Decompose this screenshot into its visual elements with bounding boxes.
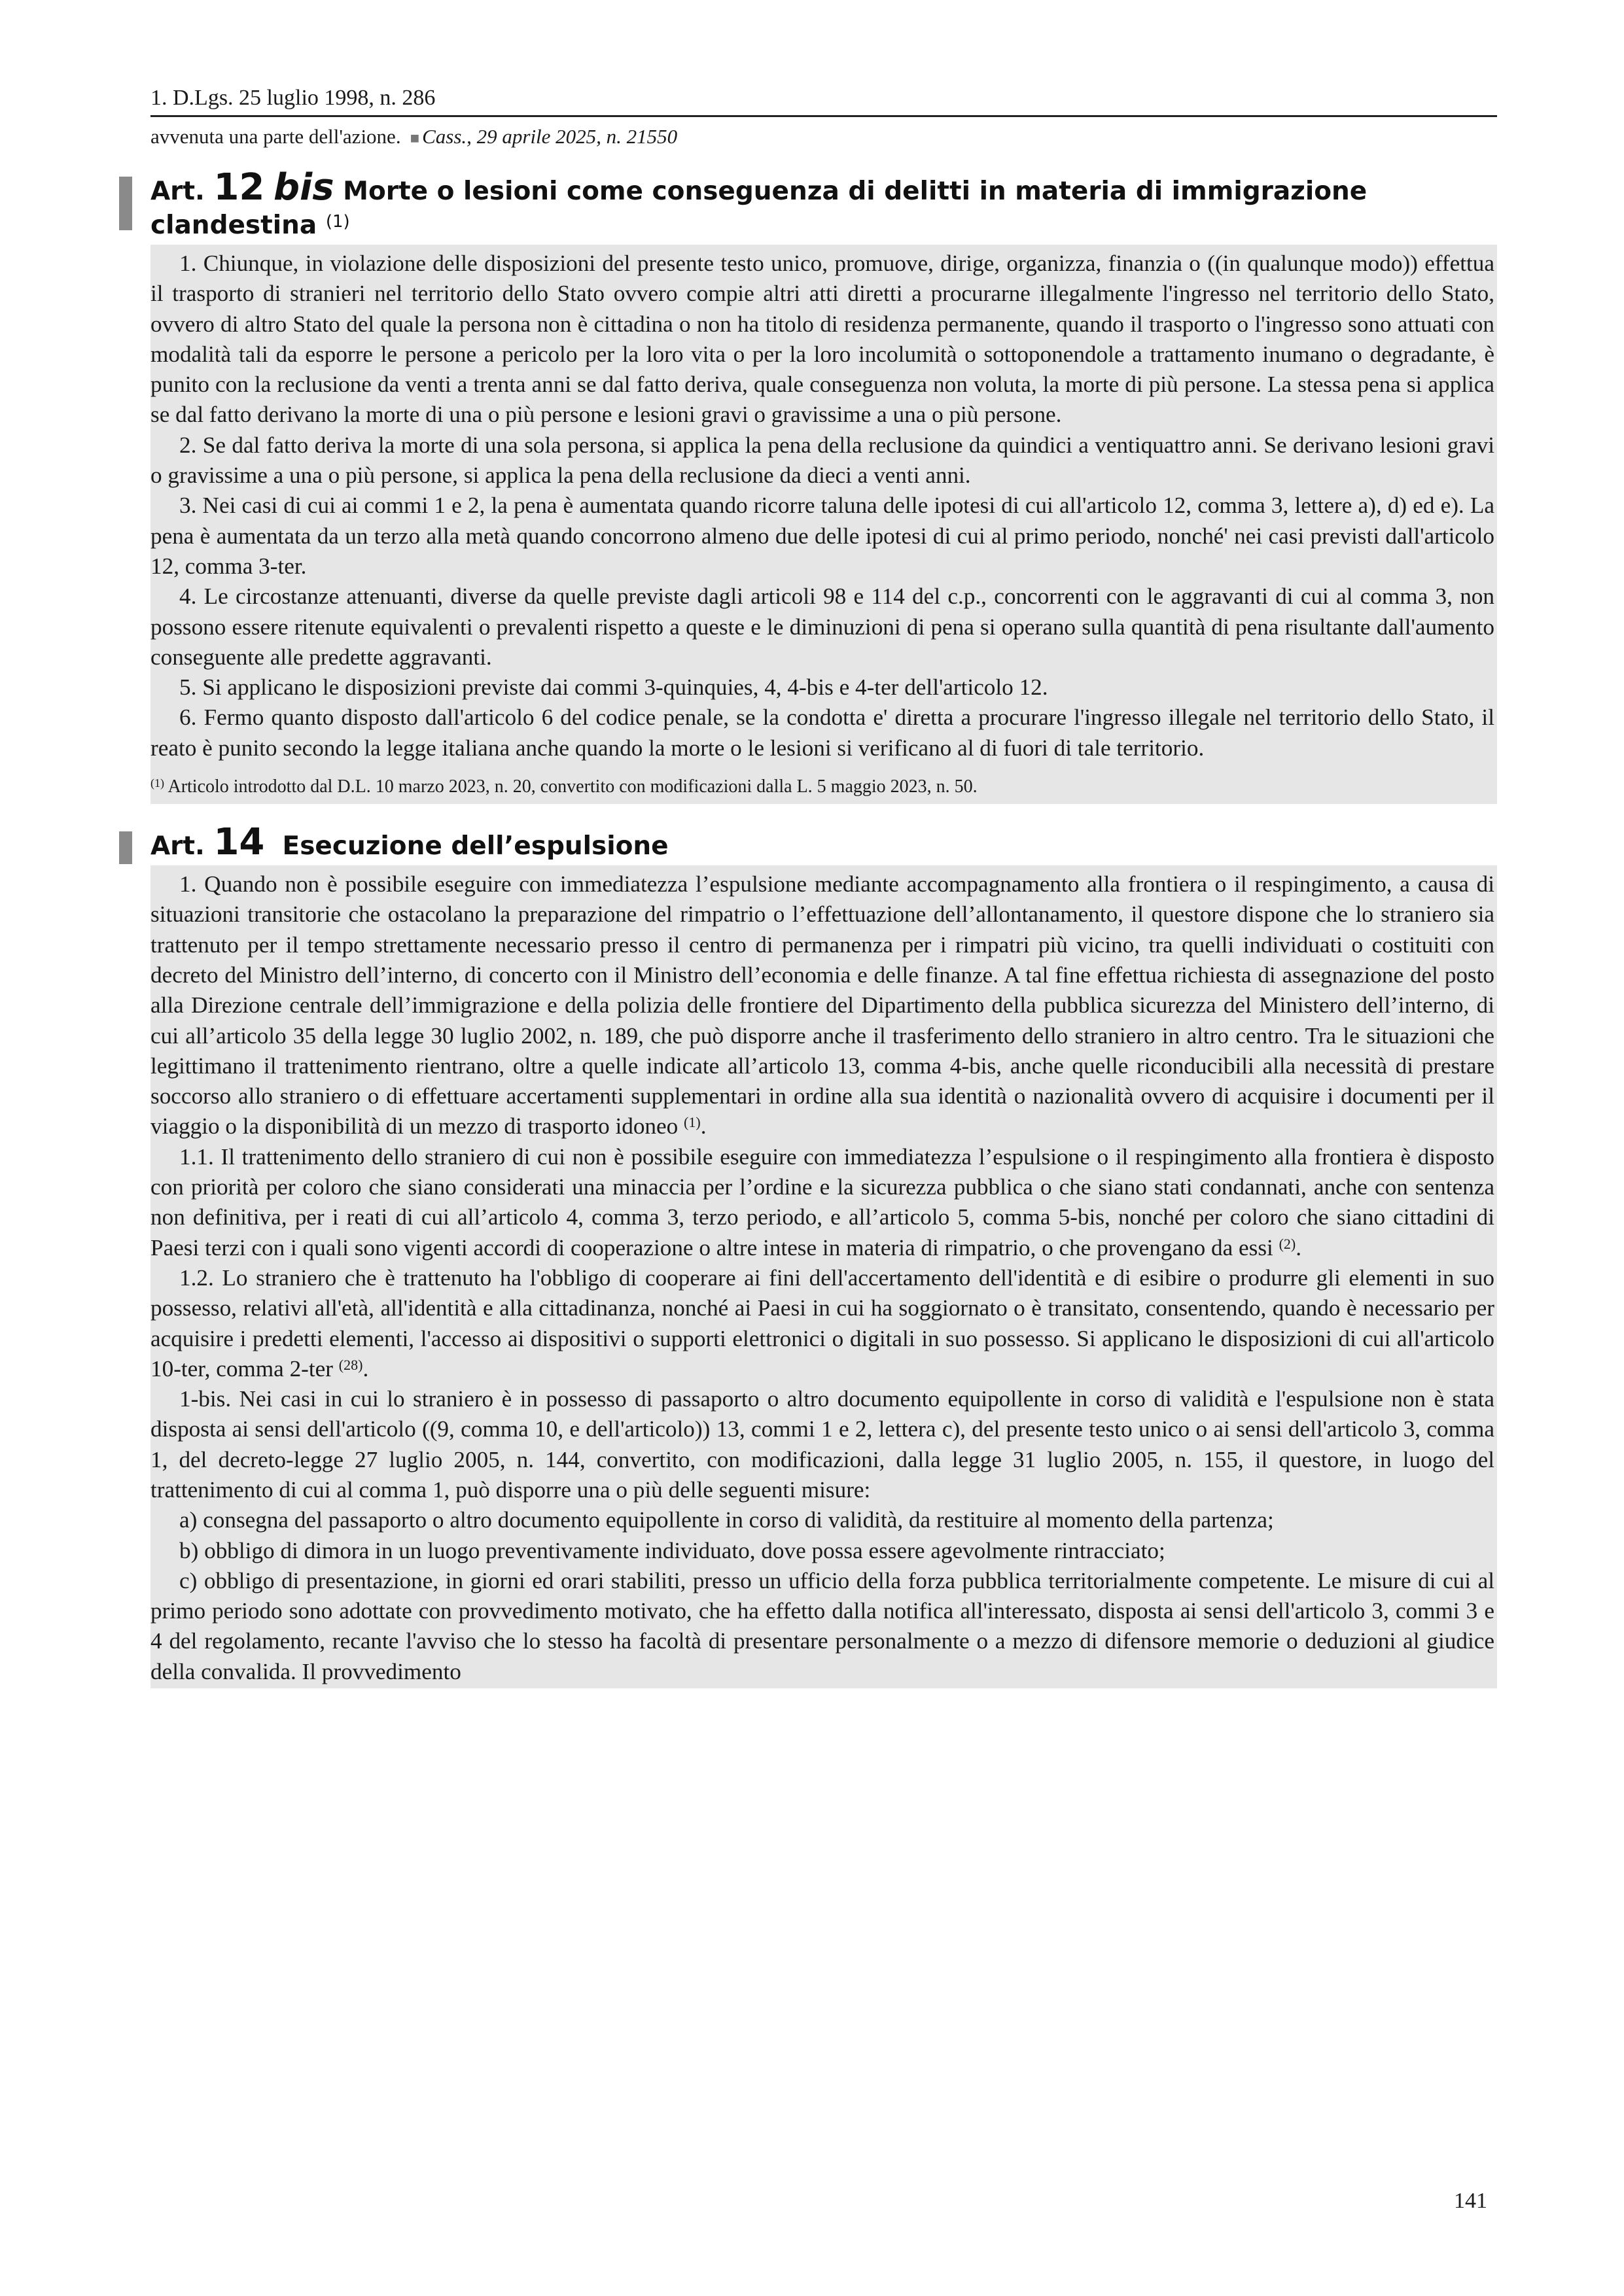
article-paragraph: 3. Nei casi di cui ai commi 1 e 2, la pena è aumentata quando ricorre taluna delle ipotesi di cui all'articolo 12, comma 3, lettere a), d) ed e). La pena è aumentata da un terzo alla metà quando concorrono almeno due delle ipotesi di cui al primo periodo, nonché' nei casi previsti dall'articolo 12, comma 3-ter. xyxy=(150,493,1494,579)
article-paragraph: 2. Se dal fatto deriva la morte di una sola persona, si applica la pena della reclusione da quindici a ventiquattro anni. Se derivano lesioni gravi o gravissime a una o più persone, si applica la pena della reclusione da dieci a venti anni. xyxy=(150,432,1494,489)
article-paragraph: 1-bis. Nei casi in cui lo straniero è in possesso di passaporto o altro documento equipollente in corso di validità e l'espulsione non è stata disposta ai sensi dell'articolo ((9, comma 10, e dell'articolo)) 13, commi 1 e 2, lettera c), del presente testo unico o ai sensi dell'articolo 3, comma 1, del decreto-legge 27 luglio 2005, n. 144, convertito, con modificazioni, dalla legge 31 luglio 2005, n. 155, il questore, in luogo del trattenimento di cui al comma 1, può disporre una o più delle seguenti misure: xyxy=(150,1386,1494,1503)
footnote-reference: (28) xyxy=(338,1356,363,1373)
article-title: Esecuzione dell’espulsione xyxy=(282,831,669,861)
article-list-item: c) obbligo di presentazione, in giorni ed orari stabiliti, presso un ufficio della forza pubblica territorialmente competente. Le misure di cui al primo periodo sono adottate con provvedimento motivato, che ha effetto dalla notifica all'interessato, disposta ai sensi dell'articolo 3, commi 3 e 4 del regolamento, recante l'avviso che lo stesso ha facoltà di presentare personalmente o a mezzo di difensore memorie o deduzioni al giudice della convalida. Il provvedimento xyxy=(150,1567,1494,1684)
article-label: Art. xyxy=(150,177,205,206)
footnote-marker: (1) xyxy=(150,776,164,790)
article-paragraph: 4. Le circostanze attenuanti, diverse da quelle previste dagli articoli 98 e 114 del c.p., concorrenti con le aggravanti di cui al comma 3, non possono essere ritenute equivalenti o prevalenti rispetto a queste e le diminuzioni di pena si operano sulla quantità di pena risultante dall'aumento conseguente alle predette aggravanti. xyxy=(150,583,1494,670)
article-12-bis xyxy=(150,166,1497,804)
case-citation: Cass., 29 aprile 2025, n. 21550 xyxy=(422,125,678,148)
article-paragraph: 1.2. Lo straniero che è trattenuto ha l'obbligo di cooperare ai fini dell'accertamento dell'identità e di esibire o produrre gli elementi in suo possesso, relativi all'età, all'identità e alla cittadinanza, nonché ai Paesi in cui ha soggiornato o è transitato, consentendo, quando è necessario per acquisire i predetti elementi, l'accesso ai dispositivi o supporti elettronici o digitali in suo possesso. Si applicano le disposizioni di cui all'articolo 10-ter, comma 2-ter $^{(28)}$. xyxy=(150,1264,1494,1382)
article-heading xyxy=(150,821,1497,864)
article-suffix: bis xyxy=(273,166,334,209)
footnote-reference: (2) xyxy=(1279,1235,1296,1252)
article-paragraph: 5. Si applicano le disposizioni previste dai commi 3-quinquies, 4, 4-bis e 4-ter dell'articolo 12. xyxy=(179,674,1048,701)
article-marker-bar xyxy=(119,177,132,230)
article-marker-bar xyxy=(119,831,132,864)
article-14 xyxy=(150,821,1497,1688)
page-number: 141 xyxy=(1454,2189,1487,2213)
article-heading xyxy=(150,166,1497,241)
article-list-item: a) consegna del passaporto o altro documento equipollente in corso di validità, da restituire al momento della partenza; xyxy=(179,1507,1274,1533)
footnote-text: Articolo introdotto dal D.L. 10 marzo 2023, n. 20, convertito con modificazioni dalla L. 5 maggio 2023, n. 50. xyxy=(168,776,978,797)
article-title: Morte o lesioni come conseguenza di delitti in materia di immigrazione clandestina xyxy=(150,177,1368,240)
continuation-line xyxy=(150,124,1497,152)
article-paragraph: 1. Chiunque, in violazione delle disposizioni del presente testo unico, promuove, dirige, organizza, finanzia o ((in qualunque modo)) effettua il trasporto di stranieri nel territorio dello Stato ovvero compie altri atti diretti a procurarne illegalmente l'ingresso nel territorio dello Stato, ovvero di altro Stato del quale la persona non è cittadina o non ha titolo di residenza permanente, quando il trasporto o l'ingresso sono attuati con modalità tali da esporre le persone a pericolo per la loro vita o per la loro incolumità o sottoponendole a trattamento inumano o degradante, è punito con la reclusione da venti a trenta anni se dal fatto deriva, quale conseguenza non voluta, la morte di più persone. La stessa pena si applica se dal fatto derivano la morte di una o più persone e lesioni gravi o gravissime a una o più persone. xyxy=(150,251,1494,428)
article-number: 12 xyxy=(213,166,265,209)
continuation-text: avvenuta una parte dell'azione. xyxy=(150,125,401,148)
article-paragraph: 6. Fermo quanto disposto dall'articolo 6 del codice penale, se la condotta e' diretta a procurare l'ingresso illegale nel territorio dello Stato, il reato è punito secondo la legge italiana anche quando la morte o le lesioni si verificano al di fuori di tale territorio. xyxy=(150,704,1494,761)
article-body xyxy=(150,865,1497,1688)
footnote-reference: (1) xyxy=(684,1114,701,1131)
square-marker-icon: ■ xyxy=(410,130,420,147)
footnote-reference: (1) xyxy=(325,212,350,232)
document-page xyxy=(150,84,1497,1688)
article-list-item: b) obbligo di dimora in un luogo preventivamente individuato, dove possa essere agevolmente rintracciato; xyxy=(179,1537,1165,1563)
article-label: Art. xyxy=(150,831,205,861)
footnote xyxy=(150,775,1494,799)
article-number: 14 xyxy=(213,821,265,864)
article-paragraph: 1.1. Il trattenimento dello straniero di cui non è possibile eseguire con immediatezza l’espulsione o il respingimento alla frontiera è disposto con priorità per coloro che siano considerati una minaccia per l’ordine e la sicurezza pubblica o che siano stati condannati, anche con sentenza non definitiva, per i reati di cui all’articolo 4, comma 3, terzo periodo, e all’articolo 5, comma 5-bis, nonché per coloro che siano cittadini di Paesi terzi con i quali sono vigenti accordi di cooperazione o altre intese in materia di rimpatrio, o che provengano da essi $^{(2)}$. xyxy=(150,1143,1494,1261)
running-header: 1. D.Lgs. 25 luglio 1998, n. 286 xyxy=(150,84,1497,117)
article-paragraph: 1. Quando non è possibile eseguire con immediatezza l’espulsione mediante accompagnamento alla frontiera o il respingimento, a causa di situazioni transitorie che ostacolano la preparazione del rimpatrio o l’effettuazione dell’allontanamento, il questore dispone che lo straniero sia trattenuto per il tempo strettamente necessario presso il centro di permanenza per i rimpatri più vicino, tra quelli individuati o costituiti con decreto del Ministro dell’interno, di concerto con il Ministro dell’economia e delle finanze. A tal fine effettua richiesta di assegnazione del posto alla Direzione centrale dell’immigrazione e della polizia delle frontiere del Dipartimento della pubblica sicurezza del Ministero dell’interno, di cui all’articolo 35 della legge 30 luglio 2002, n. 189, che può disporre anche il trasferimento dello straniero in altro centro. Tra le situazioni che legittimano il trattenimento rientrano, oltre a quelle indicate all’articolo 13, comma 4-bis, anche quelle riconducibili alla necessità di prestare soccorso allo straniero o di effettuare accertamenti supplementari in ordine alla sua identità o nazionalità ovvero di acquisire i documenti per il viaggio o la disponibilità di un mezzo di trasporto idoneo $^{(1)}$. xyxy=(150,871,1494,1139)
article-body xyxy=(150,245,1497,804)
